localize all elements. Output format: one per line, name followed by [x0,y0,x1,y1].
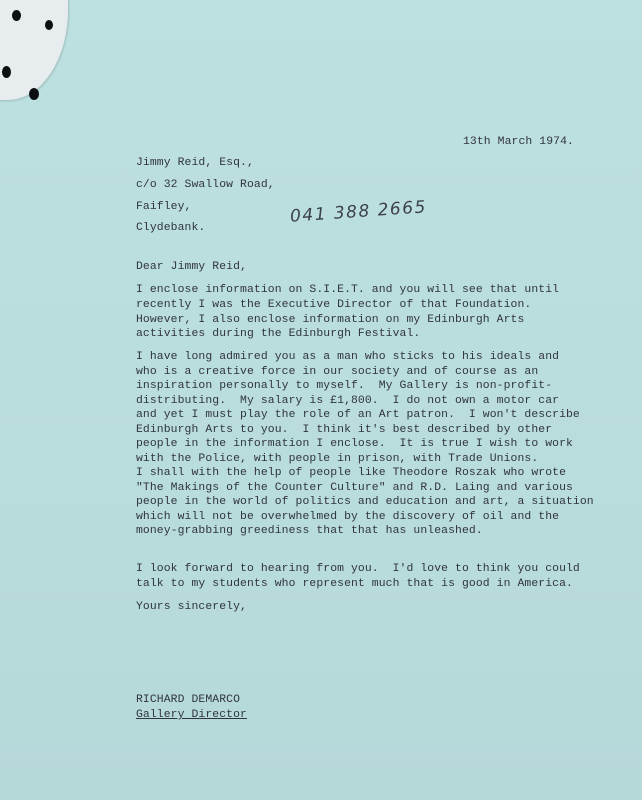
paragraph-line: people in the world of politics and education and art, a situation [136,496,594,508]
paragraph-line: money-grabbing greediness that that has unleashed. [136,525,483,537]
recipient-town: Faifley, [136,201,192,213]
paragraph-line: which will not be overwhelmed by the discovery of oil and the [136,511,560,523]
paragraph-line: and yet I must play the role of an Art patron. I won't describe [136,409,580,421]
paragraph-line: with the Police, with people in prison, with Trade Unions. [136,453,539,465]
folded-corner [0,0,68,100]
handwritten-phone-number: 041 388 2665 [289,197,428,227]
paragraph-line: "The Makings of the Counter Culture" and R.D. Laing and various [136,482,573,494]
signature-name: RICHARD DEMARCO [136,694,241,706]
punch-hole [12,10,21,21]
letter-date: 13th March 1974. [463,136,574,148]
recipient-city: Clydebank. [136,222,206,234]
paragraph-line: who is a creative force in our society and of course as an [136,366,539,378]
punch-hole [45,20,53,30]
punch-hole [2,66,11,78]
recipient-name: Jimmy Reid, Esq., [136,157,254,169]
paragraph-line: I have long admired you as a man who sticks to his ideals and [136,351,560,363]
paragraph-line: activities during the Edinburgh Festival. [136,328,421,340]
paragraph-line: However, I also enclose information on my Edinburgh Arts [136,314,525,326]
paragraph-line: recently I was the Executive Director of that Foundation. [136,299,532,311]
paragraph-line: distributing. My salary is £1,800. I do not own a motor car [136,395,560,407]
paragraph-line: I shall with the help of people like Theodore Roszak who wrote [136,467,567,479]
paragraph-line: inspiration personally to myself. My Gallery is non-profit- [136,380,553,392]
recipient-street: c/o 32 Swallow Road, [136,179,275,191]
punch-hole [29,88,39,100]
paragraph-line: I enclose information on S.I.E.T. and you will see that until [136,284,560,296]
signature-title: Gallery Director [136,709,247,721]
paragraph-line: talk to my students who represent much that is good in America. [136,578,573,590]
paragraph-line: I look forward to hearing from you. I'd love to think you could [136,563,580,575]
paragraph-line: people in the information I enclose. It is true I wish to work [136,438,573,450]
salutation: Dear Jimmy Reid, [136,261,247,273]
paragraph-line: Edinburgh Arts to you. I think it's best described by other [136,424,553,436]
closing: Yours sincerely, [136,601,247,613]
